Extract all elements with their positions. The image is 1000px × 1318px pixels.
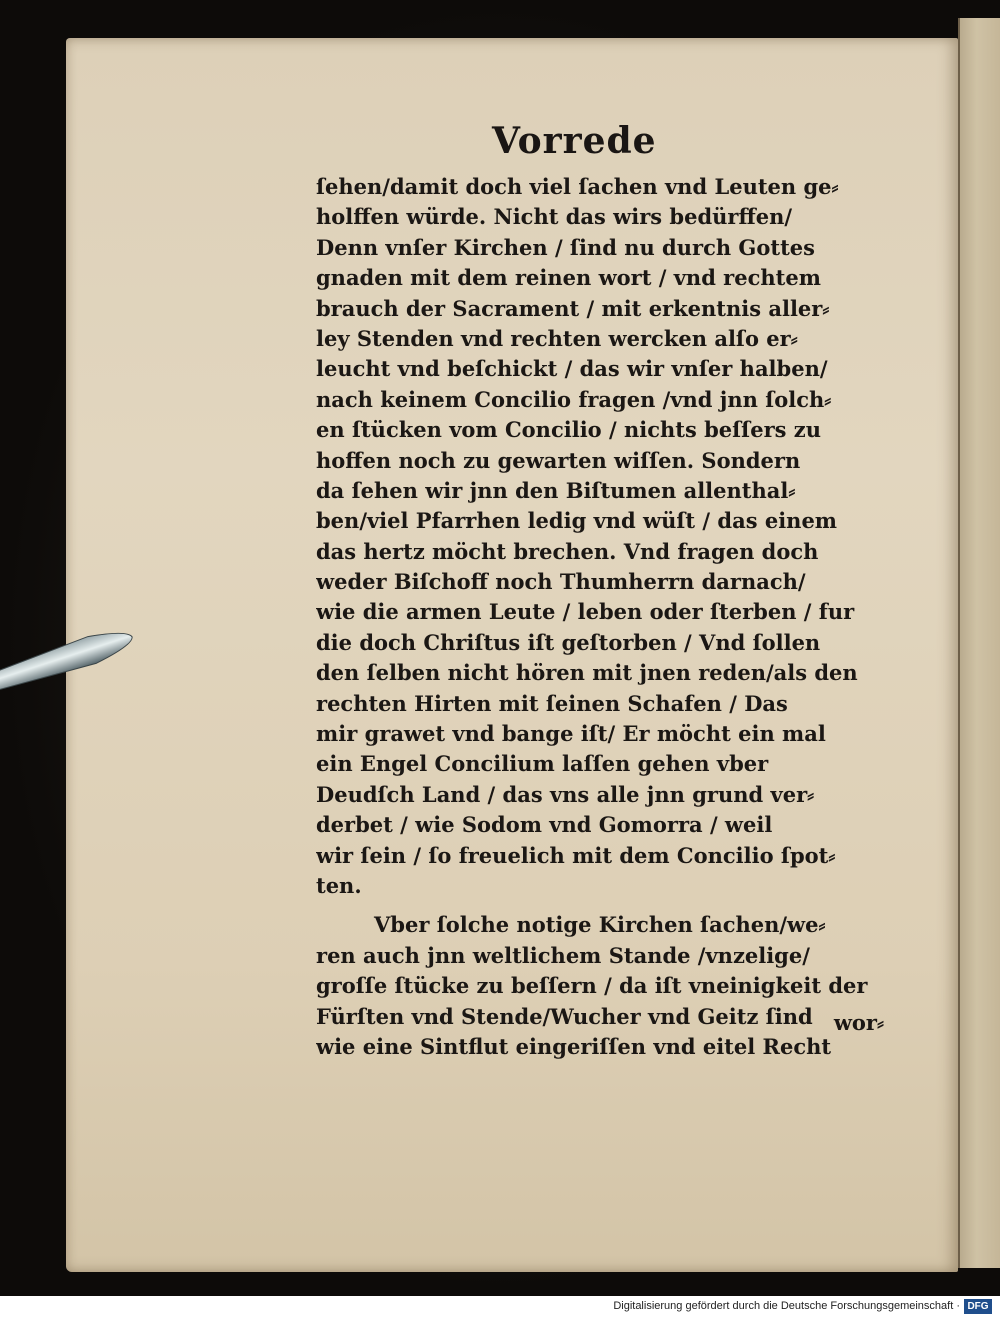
- text-line: derbet / wie Sodom vnd Gomorra / weil: [316, 812, 773, 838]
- text-line: ben/viel Pfarrhen ledig vnd wüſt / das einem: [316, 508, 838, 534]
- text-line: wie eine Sintflut eingeriſſen vnd eitel Recht: [316, 1033, 832, 1059]
- text-line: das hertz möcht brechen. Vnd fragen doch: [316, 538, 819, 564]
- text-line: Denn vnſer Kirchen / ſind nu durch Gottes: [316, 234, 815, 260]
- text-line: den ſelben nicht hören mit jnen reden/als den: [316, 660, 858, 686]
- text-line: ren auch jnn weltlichem Stande /vnzelige/: [316, 942, 810, 968]
- text-line: wie die armen Leute / leben oder ſterben / fur: [316, 599, 855, 625]
- text-line: Deudſch Land / das vns alle jnn grund ver⸗: [316, 781, 815, 807]
- text-line: groſſe ſtücke zu beſſern / da iſt vneinigkeit der: [316, 973, 868, 999]
- page-text: [316, 172, 884, 1062]
- catchword: wor⸗: [833, 1010, 884, 1035]
- text-line: da ſehen wir jnn den Biſtumen allenthal⸗: [316, 477, 796, 503]
- text-line: nach keinem Concilio fragen /vnd jnn ſolch⸗: [316, 386, 832, 412]
- text-line: ein Engel Concilium laſſen gehen vber: [316, 751, 769, 777]
- text-line: leucht vnd beſchickt / das wir vnſer halben/: [316, 356, 828, 382]
- paragraph-first-line: Vber ſolche notige Kirchen ſachen/we⸗: [374, 912, 826, 938]
- text-line: hoffen noch zu gewarten wiſſen. Sondern: [316, 447, 801, 473]
- running-header: Vorrede: [492, 120, 657, 162]
- text-line: holffen würde. Nicht das wirs bedürffen/: [316, 204, 793, 230]
- text-line: ley Stenden vnd rechten wercken alſo er⸗: [316, 325, 798, 351]
- text-line: wir ſein / ſo freuelich mit dem Concilio ſpot⸗: [316, 842, 836, 868]
- text-line: mir grawet vnd bange iſt/ Er möcht ein mal: [316, 721, 826, 747]
- funding-credit: Digitalisierung gefördert durch die Deutsche Forschungsgemeinschaft ·: [613, 1300, 960, 1312]
- text-line: rechten Hirten mit ſeinen Schafen / Das: [316, 690, 788, 716]
- text-line: weder Biſchoff noch Thumherrn darnach/: [316, 569, 806, 595]
- text-line: ſehen/damit doch viel ſachen vnd Leuten ge⸗: [316, 174, 839, 199]
- text-line: gnaden mit dem reinen wort / vnd rechtem: [316, 265, 821, 291]
- text-line: en ſtücken vom Concilio / nichts beſſers zu: [316, 417, 821, 443]
- text-line: die doch Chriſtus iſt geſtorben / Vnd ſollen: [316, 629, 821, 655]
- text-line: brauch der Sacrament / mit erkentnis aller⸗: [316, 295, 830, 321]
- footer-bar: [0, 1296, 1000, 1318]
- text-line: Fürſten vnd Stende/Wucher vnd Geitz ſind: [316, 1003, 813, 1029]
- dfg-logo: DFG: [964, 1299, 992, 1314]
- text-line: ten.: [316, 872, 362, 898]
- facing-page-edge: [958, 18, 1000, 1268]
